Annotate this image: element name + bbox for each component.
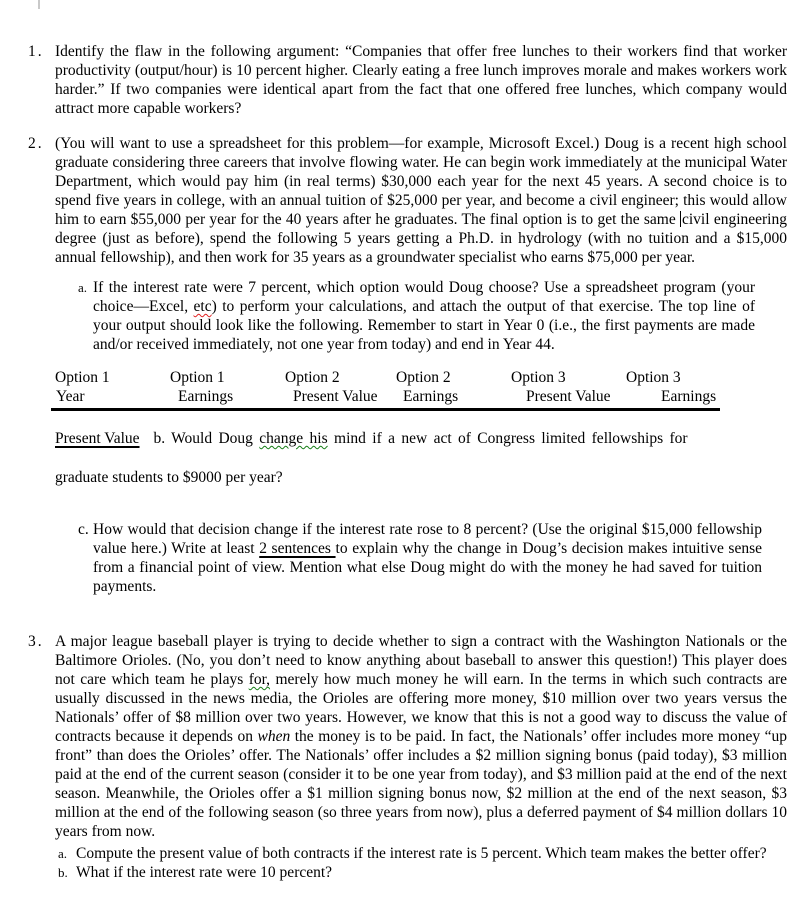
table-header-cell: Option 3 [626, 369, 681, 386]
question-2c [78, 520, 762, 596]
question-2c-text [93, 520, 762, 596]
table-subheader-cell: Present Value [293, 388, 378, 405]
question-2 [28, 134, 787, 267]
question-3b [58, 863, 787, 882]
table-header-cell: Option 2 [396, 369, 451, 386]
question-3b-marker: b. [58, 865, 68, 880]
spellcheck-flagged-word: etc [193, 298, 212, 315]
question-2b-marker: b. [153, 430, 166, 447]
table-header-cell: Option 1 [55, 369, 110, 386]
question-3b-text: What if the interest rate were 10 percent? [76, 864, 333, 881]
question-3a-text: Compute the present value of both contracts if the interest rate is 5 percent. Which team makes the better offer? [76, 845, 767, 862]
question-2-number: 2. [28, 135, 44, 152]
question-3a-marker: a. [58, 846, 68, 861]
question-1-paragraph: Identify the flaw in the following argument: “Companies that offer free lunches to their workers find that worker productivity (output/hour) is 10 percent higher. Clearly eating a free lunch improves morale and makes workers work harder.” If two companies were identical apart from the fact that one offered free lunches, which company would attract more capable workers? [55, 43, 787, 117]
italic-word: when [257, 728, 291, 745]
stray-artifact-mark [38, 0, 40, 9]
question-3a [58, 844, 787, 863]
question-2a-text [93, 278, 755, 354]
table-subheader-cell: Earnings [661, 388, 717, 405]
table-header-cell: Option 2 [285, 369, 340, 386]
table-header-cell: Option 1 [170, 369, 225, 386]
question-3-text [55, 632, 787, 841]
question-3-text-seg1: A major league baseball player is trying to decide whether to sign a contract with the Washington Nationals or the Baltimore Orioles. (No, you don’t need to know anything about baseball to answer this question!) This player does not care which team he plays [55, 633, 787, 688]
question-3-text-seg2: merely how much money he will earn. In the terms in which such contracts are usually discussed in the news media, the Orioles are offering more money, $10 million over two years versus the Nationals’ offer of $8 million over two years. However, we know that this is not a good way to discuss the value of contracts because it depends on [55, 671, 787, 745]
question-2b-text-end: mind if a new act of Congress limited fellowships for [327, 430, 688, 447]
grammar-flagged-phrase: change his [259, 430, 328, 447]
question-2c-text-end: to explain why the change in Doug’s decision makes intuitive sense from a financial point of view. Mention what else Doug might do with the money he had saved for tuition payments. [93, 540, 762, 595]
table-subheader-cell: Earnings [178, 388, 234, 405]
table-subheader-cell: Earnings [403, 388, 459, 405]
question-2-text [55, 134, 787, 267]
question-2a-marker: a. [78, 280, 88, 295]
underlined-phrase: 2 sentences [259, 540, 336, 557]
question-2a-text-start: If the interest rate were 7 percent, which option would Doug choose? Use a spreadsheet program (your choice—Excel, [93, 279, 755, 315]
spreadsheet-header-table [28, 368, 787, 412]
table-subheader-cell: Present Value [526, 388, 611, 405]
grammar-flagged-word: for, [248, 671, 271, 688]
question-1 [28, 42, 787, 118]
question-3-number: 3. [28, 633, 44, 650]
question-2a-text-end: ) to perform your calculations, and attach the output of that exercise. The top line of your output should look like the following. Remember to start in Year 0 (i.e., the first payments are made and/or received immediately, not one year from today) and end in Year 44. [93, 298, 755, 353]
question-3 [28, 632, 787, 841]
present-value-wrapped-header: Present Value [55, 430, 140, 447]
text-cursor [680, 211, 681, 227]
question-2c-text-start: How would that decision change if the interest rate rose to 8 percent? (Use the original $15,000 fellowship value here.) Write at least [93, 521, 762, 557]
question-3-text-seg3: the money is to be paid. In fact, the Nationals’ offer includes more money “up front” than does the Orioles’ offer. The Nationals’ offer includes a $2 million signing bonus (paid today), $3 million paid at the end of the current season (consider it to be one year from today), and $3 million paid at the end of the next season. Meanwhile, the Orioles offer a $1 million signing bonus now, $2 million at the end of the next season, $3 million at the end of the following season (so three years from now), plus a deferred payment of $4 million dollars 10 years from now. [55, 728, 787, 840]
question-2c-marker: c. [78, 521, 89, 538]
question-1-text [55, 42, 787, 118]
table-header-cell: Option 3 [511, 369, 566, 386]
question-2-paragraph-start: (You will want to use a spreadsheet for this problem—for example, Microsoft Excel.) Doug is a recent high school graduate considering three careers that involve flowing water. He can begin work immediately at the municipal Water Department, which would pay him (in real terms) $30,000 each year for the next 45 years. A second choice is to spend five years in college, with an annual tuition of $25,000 per year, and become a civil engineer; this would allow him to earn $55,000 per year for the 40 years after he graduates. The final option is to get the same [55, 135, 787, 228]
question-2a [78, 278, 755, 354]
question-2b [55, 429, 787, 448]
question-2b-line2: graduate students to $9000 per year? [55, 469, 283, 486]
table-subheader-cell: Year [56, 388, 85, 405]
question-2-paragraph-end: civil engineering degree (just as before), spend the following 5 years getting a Ph.D. in hydrology (with no tuition and a $15,000 annual fellowship), and then work for 35 years as a groundwater specialist who earns $75,000 per year. [55, 211, 787, 266]
question-1-number: 1. [28, 43, 44, 60]
table-underline-rule [51, 408, 720, 411]
question-2b-text-start: Would Doug [171, 430, 260, 447]
question-2b-text [171, 430, 687, 447]
